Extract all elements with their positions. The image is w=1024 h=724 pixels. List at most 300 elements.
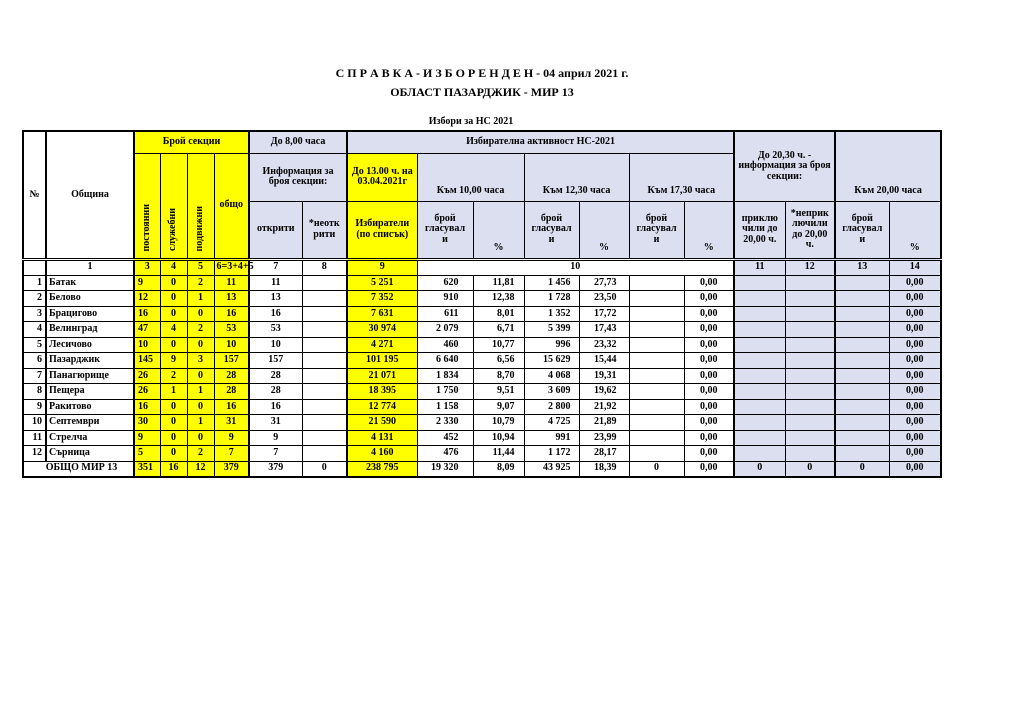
cell-pct-1230: 21,92 [579,399,629,415]
cell-not-finished-2000 [785,430,835,446]
cell-voters: 7 631 [347,306,417,322]
cell-pct-2000: 0,00 [889,306,941,322]
cell-sections-mobile: 0 [187,399,214,415]
cell-finished-2000 [734,322,785,338]
cell-sections-permanent: 10 [134,337,160,353]
cell-pct-1000: 9,51 [473,384,524,400]
cell-not-opened [302,384,347,400]
cell-finished-2000 [734,384,785,400]
cell-voters: 101 195 [347,353,417,369]
cell-sections-permanent: 5 [134,446,160,462]
cell-voted-2000 [835,306,889,322]
cell-pct-2000: 0,00 [889,384,941,400]
cell-pct-1230: 15,44 [579,353,629,369]
cell-sections-total: 13 [214,291,249,307]
cell-not-opened: 0 [302,461,347,477]
cell-pct-1000: 10,79 [473,415,524,431]
cell-pct-1230: 27,73 [579,275,629,291]
cell-voted-1730 [629,353,684,369]
column-number: 5 [187,259,214,275]
cell-voted-1730 [629,337,684,353]
header-until-2030: До 20,30 ч. - информация за броя секции: [734,131,835,201]
header-at-2000: Към 20,00 часа [835,131,941,201]
cell-voted-2000 [835,399,889,415]
cell-finished-2000 [734,275,785,291]
cell-voted-1000: 1 750 [417,384,473,400]
cell-municipality: Белово [46,291,134,307]
cell-sections-mobile: 0 [187,368,214,384]
cell-sections-permanent: 351 [134,461,160,477]
cell-pct-2000: 0,00 [889,399,941,415]
header-finished-2000: приключили до 20,00 ч. [734,201,785,259]
cell-voted-2000 [835,368,889,384]
header-at-1000: Към 10,00 часа [417,153,524,201]
cell-voted-1230: 1 352 [524,306,579,322]
cell-sections-total: 16 [214,399,249,415]
cell-municipality: Стрелча [46,430,134,446]
cell-opened: 10 [249,337,302,353]
column-number: 7 [249,259,302,275]
cell-voted-1000: 460 [417,337,473,353]
cell-sections-official: 1 [160,384,187,400]
cell-pct-2000: 0,00 [889,461,941,477]
cell-voted-1230: 5 399 [524,322,579,338]
cell-opened: 31 [249,415,302,431]
cell-not-opened [302,337,347,353]
cell-not-finished-2000 [785,353,835,369]
column-number: 9 [347,259,417,275]
cell-voted-1230: 1 728 [524,291,579,307]
cell-voted-1230: 1 456 [524,275,579,291]
cell-sections-official: 4 [160,322,187,338]
cell-finished-2000 [734,415,785,431]
header-at-1230: Към 12,30 часа [524,153,629,201]
column-number-row [23,259,941,275]
cell-pct-2000: 0,00 [889,337,941,353]
cell-voted-1230: 1 172 [524,446,579,462]
cell-municipality: Велинград [46,322,134,338]
cell-not-finished-2000 [785,275,835,291]
cell-voted-2000: 0 [835,461,889,477]
cell-pct-1000: 8,09 [473,461,524,477]
cell-row-number: 1 [23,275,46,291]
cell-pct-1000: 8,01 [473,306,524,322]
cell-municipality: Батак [46,275,134,291]
cell-pct-1730: 0,00 [684,430,734,446]
table-row [23,337,941,353]
header-until-1300: До 13.00 ч. на 03.04.2021г [347,153,417,201]
cell-voters: 21 590 [347,415,417,431]
cell-sections-official: 9 [160,353,187,369]
cell-voted-1000: 452 [417,430,473,446]
cell-row-number: 9 [23,399,46,415]
cell-sections-mobile: 0 [187,337,214,353]
cell-opened: 16 [249,306,302,322]
cell-voted-1230: 3 609 [524,384,579,400]
column-number: 11 [734,259,785,275]
cell-voted-1000: 476 [417,446,473,462]
column-number-blank [23,259,46,275]
header-municipality: Община [46,131,134,259]
table-row [23,291,941,307]
cell-pct-2000: 0,00 [889,353,941,369]
column-number: 3 [134,259,160,275]
cell-pct-1730: 0,00 [684,275,734,291]
cell-voted-2000 [835,291,889,307]
cell-row-number: 7 [23,368,46,384]
table-row [23,368,941,384]
cell-pct-1230: 19,62 [579,384,629,400]
cell-pct-1730: 0,00 [684,337,734,353]
cell-voted-1230: 991 [524,430,579,446]
table-row [23,446,941,462]
header-voters-list: Избиратели (по списък) [347,201,417,259]
cell-not-opened [302,275,347,291]
cell-not-finished-2000 [785,322,835,338]
cell-pct-1730: 0,00 [684,415,734,431]
header-pct-2000: % [889,201,941,259]
table-row [23,353,941,369]
cell-sections-total: 53 [214,322,249,338]
cell-voters: 30 974 [347,322,417,338]
cell-pct-2000: 0,00 [889,275,941,291]
header-pct-1230: % [579,201,629,259]
cell-pct-1230: 17,43 [579,322,629,338]
cell-pct-1000: 10,94 [473,430,524,446]
cell-sections-total: 11 [214,275,249,291]
cell-opened: 157 [249,353,302,369]
cell-not-opened [302,430,347,446]
header-mobile [187,153,214,259]
header-not-opened: *неоткрити [302,201,347,259]
cell-sections-mobile: 1 [187,384,214,400]
cell-pct-1730: 0,00 [684,306,734,322]
cell-sections-mobile: 1 [187,291,214,307]
cell-voted-1230: 996 [524,337,579,353]
table-row [23,384,941,400]
cell-not-opened [302,306,347,322]
cell-not-finished-2000 [785,446,835,462]
cell-municipality: Панагюрище [46,368,134,384]
cell-opened: 16 [249,399,302,415]
cell-pct-1730: 0,00 [684,291,734,307]
cell-sections-official: 0 [160,430,187,446]
cell-voters: 18 395 [347,384,417,400]
column-number: 14 [889,259,941,275]
cell-pct-2000: 0,00 [889,291,941,307]
cell-municipality: Ракитово [46,399,134,415]
header-until-0800: До 8,00 часа [249,131,347,153]
cell-voted-1730 [629,291,684,307]
header-pct-1000: % [473,201,524,259]
cell-pct-1730: 0,00 [684,461,734,477]
cell-sections-mobile: 1 [187,415,214,431]
cell-sections-total: 31 [214,415,249,431]
header-not-finished-2000: *неприключили до 20,00 ч. [785,201,835,259]
header-opened: открити [249,201,302,259]
cell-sections-official: 16 [160,461,187,477]
cell-pct-1730: 0,00 [684,446,734,462]
cell-voted-1000: 1 158 [417,399,473,415]
cell-finished-2000 [734,399,785,415]
cell-voted-1000: 2 079 [417,322,473,338]
cell-sections-official: 0 [160,306,187,322]
cell-voters: 4 271 [347,337,417,353]
cell-row-number: 12 [23,446,46,462]
cell-voted-1230: 2 800 [524,399,579,415]
cell-voted-1730 [629,275,684,291]
cell-voters: 4 160 [347,446,417,462]
cell-sections-total: 9 [214,430,249,446]
table-row [23,275,941,291]
cell-voted-2000 [835,353,889,369]
cell-sections-permanent: 145 [134,353,160,369]
cell-pct-1230: 23,99 [579,430,629,446]
header-voted-1000: брой гласували [417,201,473,259]
cell-voters: 238 795 [347,461,417,477]
cell-municipality: Пещера [46,384,134,400]
cell-row-number: 11 [23,430,46,446]
cell-sections-total: 7 [214,446,249,462]
cell-voted-1730 [629,430,684,446]
cell-not-finished-2000 [785,399,835,415]
header-sections-info: Информация за броя секции: [249,153,347,201]
cell-pct-1000: 10,77 [473,337,524,353]
table-row [23,306,941,322]
cell-sections-mobile: 3 [187,353,214,369]
header-pct-1730: % [684,201,734,259]
cell-sections-total: 379 [214,461,249,477]
cell-finished-2000 [734,430,785,446]
column-number: 6=3+4+5 [214,259,249,275]
cell-voters: 5 251 [347,275,417,291]
cell-not-finished-2000 [785,306,835,322]
cell-sections-permanent: 16 [134,399,160,415]
cell-sections-total: 28 [214,384,249,400]
cell-pct-1730: 0,00 [684,322,734,338]
cell-sections-mobile: 2 [187,275,214,291]
cell-voted-1230: 43 925 [524,461,579,477]
cell-row-number: 2 [23,291,46,307]
cell-pct-2000: 0,00 [889,415,941,431]
cell-sections-total: 28 [214,368,249,384]
cell-pct-1230: 28,17 [579,446,629,462]
cell-pct-1000: 11,44 [473,446,524,462]
header-voter-activity: Избирателна активност НС-2021 [347,131,734,153]
table-row [23,399,941,415]
column-number: 8 [302,259,347,275]
cell-voted-1000: 910 [417,291,473,307]
header-mobile-label: подвижни [194,205,206,251]
cell-opened: 28 [249,368,302,384]
cell-voters: 21 071 [347,368,417,384]
cell-municipality: Лесичово [46,337,134,353]
cell-sections-official: 0 [160,446,187,462]
header-at-1730: Към 17,30 часа [629,153,734,201]
header-voted-1730: брой гласували [629,201,684,259]
cell-pct-2000: 0,00 [889,430,941,446]
cell-pct-1730: 0,00 [684,399,734,415]
cell-pct-1230: 17,72 [579,306,629,322]
table-row [23,322,941,338]
cell-finished-2000: 0 [734,461,785,477]
cell-finished-2000 [734,446,785,462]
cell-voters: 4 131 [347,430,417,446]
cell-pct-1730: 0,00 [684,384,734,400]
cell-not-opened [302,353,347,369]
cell-total-label: ОБЩО МИР 13 [23,461,134,477]
cell-not-opened [302,322,347,338]
cell-opened: 379 [249,461,302,477]
cell-not-opened [302,291,347,307]
cell-pct-1230: 23,32 [579,337,629,353]
header-sections-count: Брой секции [134,131,249,153]
cell-not-opened [302,446,347,462]
cell-pct-1230: 21,89 [579,415,629,431]
cell-opened: 53 [249,322,302,338]
cell-sections-mobile: 0 [187,306,214,322]
cell-municipality: Сърница [46,446,134,462]
report-subtitle: Избори за НС 2021 [428,116,514,127]
cell-municipality: Септември [46,415,134,431]
cell-finished-2000 [734,306,785,322]
cell-sections-permanent: 47 [134,322,160,338]
cell-row-number: 3 [23,306,46,322]
cell-voted-1000: 19 320 [417,461,473,477]
cell-opened: 13 [249,291,302,307]
cell-sections-permanent: 26 [134,368,160,384]
cell-voted-1230: 15 629 [524,353,579,369]
cell-voted-1730 [629,415,684,431]
table-header [23,131,941,259]
cell-voted-2000 [835,446,889,462]
activity-table [22,130,942,478]
header-permanent-label: постоянни [141,203,152,251]
cell-opened: 28 [249,384,302,400]
table-row [23,415,941,431]
cell-sections-total: 10 [214,337,249,353]
cell-voted-1000: 2 330 [417,415,473,431]
cell-finished-2000 [734,368,785,384]
cell-pct-2000: 0,00 [889,368,941,384]
header-no: № [23,131,46,259]
cell-pct-1000: 9,07 [473,399,524,415]
cell-voted-1730 [629,384,684,400]
cell-pct-1230: 23,50 [579,291,629,307]
cell-opened: 9 [249,430,302,446]
cell-municipality: Пазарджик [46,353,134,369]
cell-not-finished-2000 [785,291,835,307]
cell-pct-1230: 19,31 [579,368,629,384]
cell-voted-1230: 4 068 [524,368,579,384]
cell-voted-1000: 620 [417,275,473,291]
cell-not-finished-2000: 0 [785,461,835,477]
cell-not-opened [302,415,347,431]
report-region: ОБЛАСТ ПАЗАРДЖИК - МИР 13 [390,85,574,99]
cell-opened: 11 [249,275,302,291]
cell-sections-mobile: 0 [187,430,214,446]
cell-sections-mobile: 2 [187,446,214,462]
cell-pct-1000: 11,81 [473,275,524,291]
cell-sections-official: 0 [160,275,187,291]
cell-pct-2000: 0,00 [889,322,941,338]
cell-not-finished-2000 [785,368,835,384]
cell-row-number: 5 [23,337,46,353]
cell-voted-2000 [835,430,889,446]
total-row [23,461,941,477]
cell-voted-2000 [835,337,889,353]
column-number: 10 [417,259,734,275]
column-number: 12 [785,259,835,275]
header-official-label: служебни [167,208,179,251]
cell-voters: 12 774 [347,399,417,415]
cell-sections-permanent: 30 [134,415,160,431]
cell-not-finished-2000 [785,415,835,431]
report-title: С П Р А В К А - И З Б О Р Е Н Д Е Н - 04 април 2021 г. [335,66,629,80]
cell-sections-permanent: 9 [134,275,160,291]
cell-pct-1230: 18,39 [579,461,629,477]
cell-row-number: 6 [23,353,46,369]
cell-pct-1000: 12,38 [473,291,524,307]
header-row-1 [23,131,941,153]
cell-not-finished-2000 [785,337,835,353]
header-total: общо [214,153,249,259]
cell-sections-official: 2 [160,368,187,384]
cell-pct-1730: 0,00 [684,353,734,369]
cell-sections-permanent: 16 [134,306,160,322]
column-number: 13 [835,259,889,275]
cell-municipality: Брацигово [46,306,134,322]
cell-sections-mobile: 12 [187,461,214,477]
cell-sections-permanent: 12 [134,291,160,307]
cell-finished-2000 [734,353,785,369]
cell-sections-official: 0 [160,399,187,415]
cell-sections-permanent: 26 [134,384,160,400]
cell-row-number: 4 [23,322,46,338]
cell-finished-2000 [734,291,785,307]
cell-sections-mobile: 2 [187,322,214,338]
cell-finished-2000 [734,337,785,353]
header-voted-2000: брой гласували [835,201,889,259]
table-body [23,259,941,477]
header-official [160,153,187,259]
cell-not-opened [302,368,347,384]
table-row [23,430,941,446]
cell-sections-permanent: 9 [134,430,160,446]
cell-voted-1000: 1 834 [417,368,473,384]
cell-sections-total: 157 [214,353,249,369]
cell-voted-1230: 4 725 [524,415,579,431]
cell-pct-1000: 8,70 [473,368,524,384]
cell-pct-1000: 6,56 [473,353,524,369]
cell-voted-1730 [629,446,684,462]
cell-voted-1730 [629,368,684,384]
cell-voted-1730: 0 [629,461,684,477]
cell-pct-1730: 0,00 [684,368,734,384]
cell-row-number: 8 [23,384,46,400]
cell-row-number: 10 [23,415,46,431]
cell-voted-1000: 6 640 [417,353,473,369]
cell-voted-2000 [835,415,889,431]
header-voted-1230: брой гласували [524,201,579,259]
cell-sections-official: 0 [160,337,187,353]
cell-voted-2000 [835,322,889,338]
cell-opened: 7 [249,446,302,462]
column-number: 4 [160,259,187,275]
column-number: 1 [46,259,134,275]
cell-pct-1000: 6,71 [473,322,524,338]
cell-not-finished-2000 [785,384,835,400]
